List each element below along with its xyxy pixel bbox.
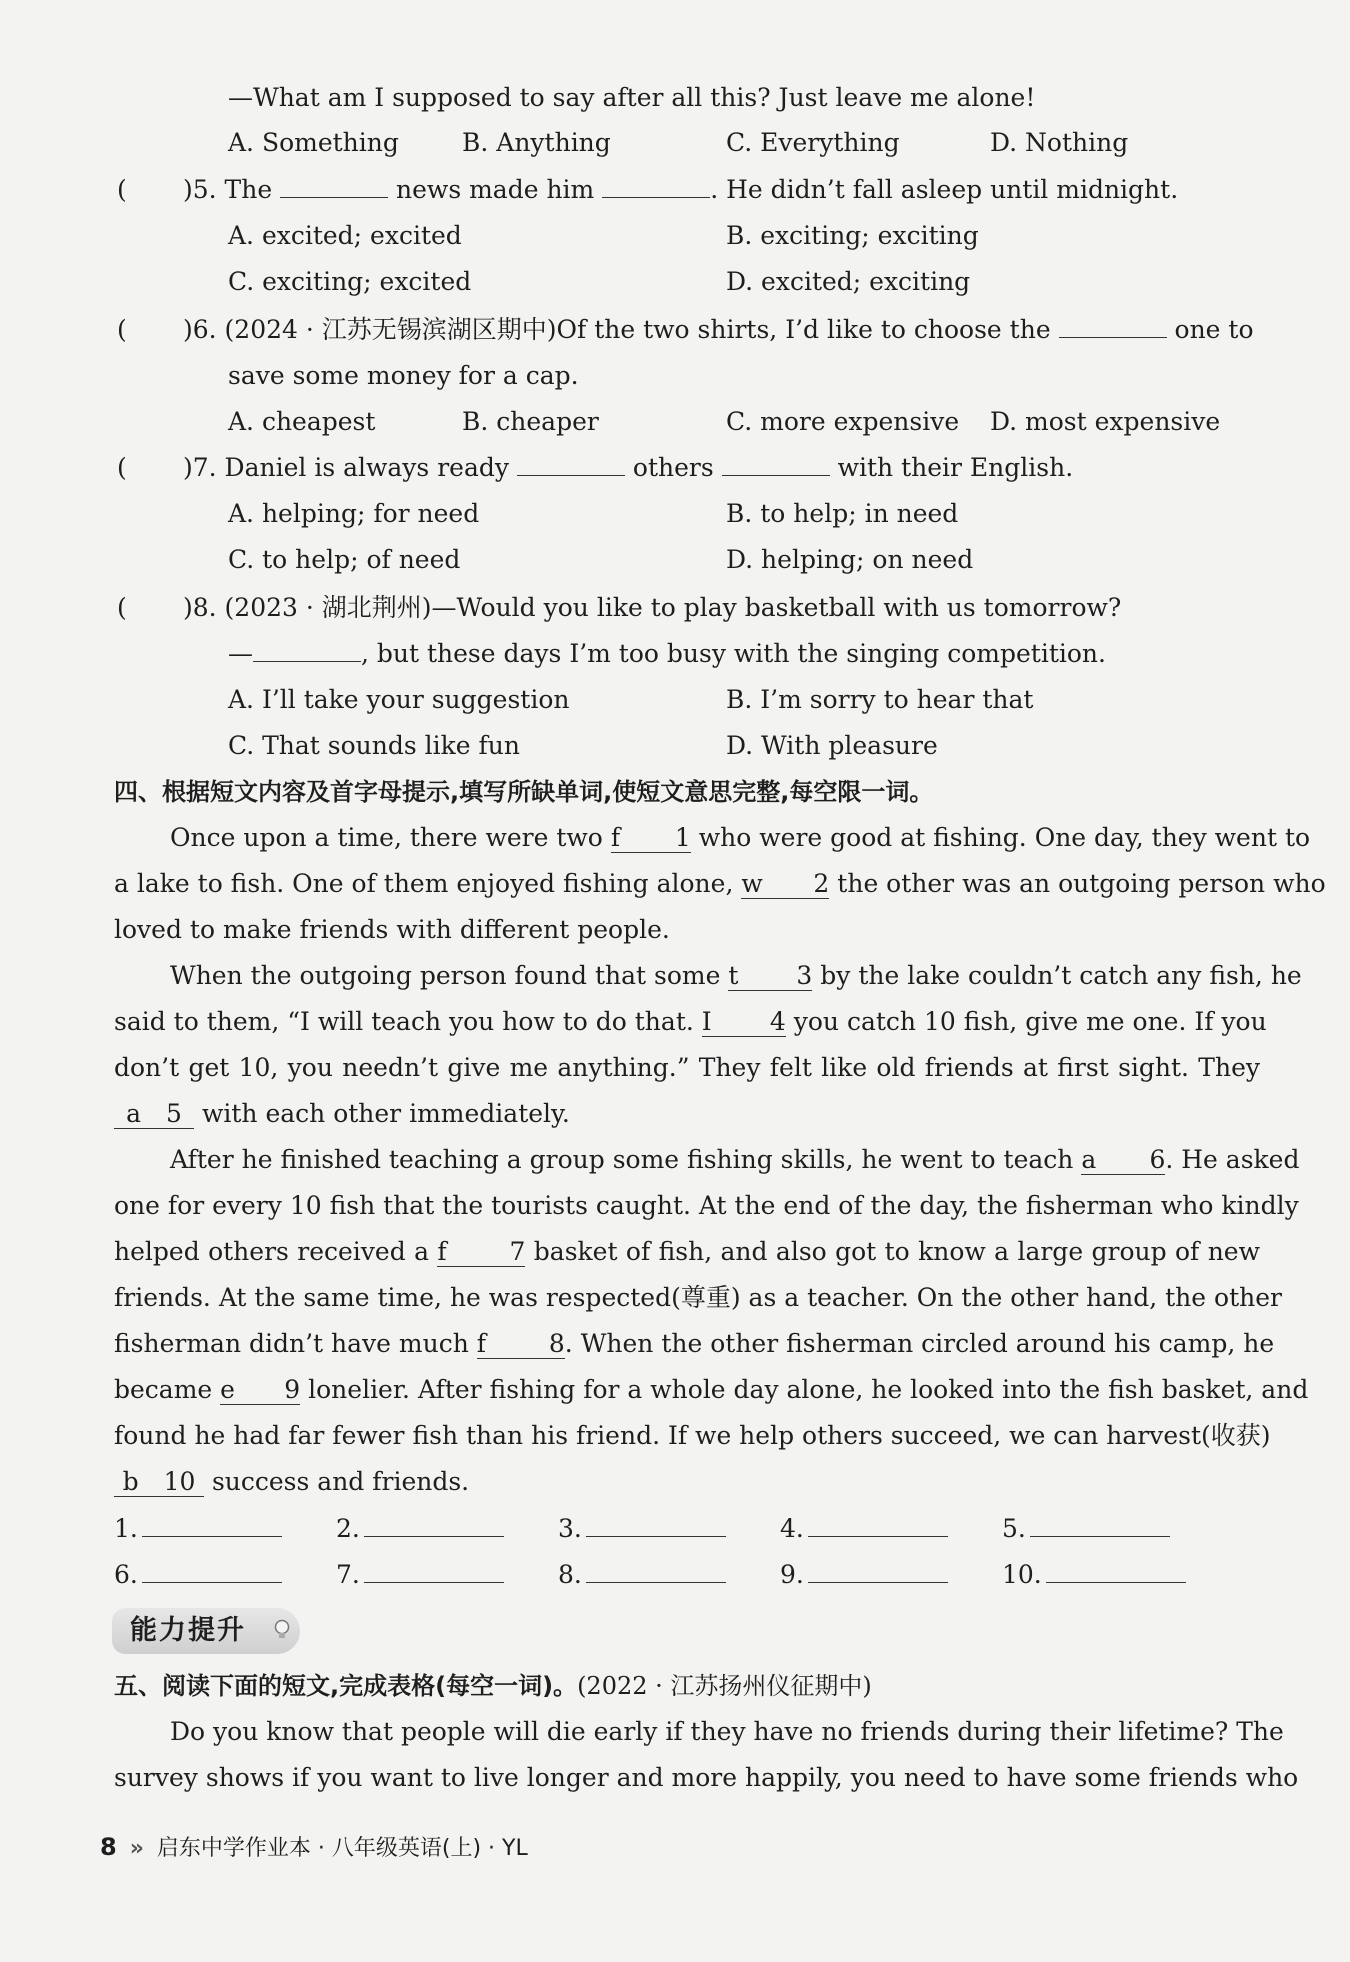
answer-item-1[interactable] [114, 1512, 282, 1545]
page-number: 8 [100, 1833, 117, 1861]
answer-line[interactable] [586, 1512, 726, 1537]
answer-number: 2. [336, 1514, 360, 1543]
q7-option-a: A. helping; for need [228, 499, 480, 528]
answer-line[interactable] [142, 1512, 282, 1537]
passage-text: success and friends. [211, 1467, 470, 1496]
answer-blank-5: a 5 [114, 1100, 194, 1129]
passage-text: After he finished teaching a group some fishing skills, he went to teach [170, 1145, 1074, 1174]
passage-text: basket of fish, and also got to know a large group of new [533, 1237, 1260, 1266]
answer-item-4[interactable] [780, 1512, 948, 1545]
answer-line[interactable] [808, 1558, 948, 1583]
section-5-title: 五、阅读下面的短文,完成表格(每空一词)。 [114, 1672, 578, 1700]
passage-line [114, 868, 1326, 900]
answer-item-2[interactable] [336, 1512, 504, 1545]
q7-pre: )7. Daniel is always ready [183, 453, 509, 482]
section-5-heading [114, 1670, 872, 1702]
passage-text: you catch 10 fish, give me one. If you [793, 1007, 1267, 1036]
page-footer [100, 1832, 528, 1864]
q6-option-d: D. most expensive [990, 407, 1221, 436]
passage-line [170, 960, 1302, 992]
passage-line [170, 1144, 1300, 1176]
q6-blank [1059, 315, 1167, 338]
answer-blank-9: e 9 [220, 1375, 301, 1404]
q5-option-a: A. excited; excited [228, 221, 462, 250]
q8-reply-text: , but these days I’m too busy with the singing competition. [361, 639, 1106, 668]
answer-blank-3: t 3 [728, 961, 813, 990]
passage-line: loved to make friends with different people. [114, 915, 670, 944]
q8-blank [253, 639, 361, 662]
answer-item-6[interactable] [114, 1558, 282, 1591]
answer-line[interactable] [364, 1512, 504, 1537]
q8-option-a: A. I’ll take your suggestion [228, 685, 570, 714]
q8-dash: — [228, 639, 253, 668]
passage-line [170, 822, 1311, 854]
q7-option-b: B. to help; in need [726, 499, 959, 528]
answer-blank-10: b 10 [114, 1468, 204, 1497]
q8-option-c: C. That sounds like fun [228, 731, 521, 760]
q4-option-b: B. Anything [462, 128, 611, 157]
q7-mid: others [632, 453, 714, 482]
answer-item-5[interactable] [1002, 1512, 1170, 1545]
passage-line [114, 1374, 1309, 1406]
passage-line: one for every 10 fish that the tourists caught. At the end of the day, the fisherman who kindly [114, 1191, 1299, 1220]
answer-blank-2: w 2 [741, 869, 830, 898]
q4-option-a: A. Something [228, 128, 399, 157]
q6-option-b: B. cheaper [462, 407, 599, 436]
q6-option-c: C. more expensive [726, 407, 960, 436]
answer-number: 3. [558, 1514, 582, 1543]
answer-blank-6: a 6 [1081, 1145, 1166, 1174]
q7-paren: ( [117, 453, 127, 482]
passage-text: who were good at fishing. One day, they went to [698, 823, 1311, 852]
answer-number: 4. [780, 1514, 804, 1543]
q8-reply [228, 638, 1106, 670]
book-title: 启东中学作业本 · 八年级英语(上) · YL [156, 1836, 528, 1861]
q4-option-d: D. Nothing [990, 128, 1129, 157]
answer-number: 10. [1002, 1560, 1042, 1589]
passage-text: Once upon a time, there were two [170, 823, 603, 852]
passage-text: with each other immediately. [201, 1099, 570, 1128]
q7-blank-1 [517, 453, 625, 476]
chevron-right-icon: » [129, 1836, 144, 1861]
q8-option-d: D. With pleasure [726, 731, 938, 760]
q5-paren: ( [117, 175, 127, 204]
answer-number: 7. [336, 1560, 360, 1589]
answer-line[interactable] [364, 1558, 504, 1583]
q8-stem: )8. (2023 · 湖北荆州)—Would you like to play basketball with us tomorrow? [183, 593, 1122, 622]
q6-post: one to [1174, 315, 1254, 344]
section-4-heading: 四、根据短文内容及首字母提示,填写所缺单词,使短文意思完整,每空限一词。 [114, 778, 934, 806]
passage-line: survey shows if you want to live longer and more happily, you need to have some friends who [114, 1763, 1299, 1792]
ability-badge [112, 1608, 300, 1654]
q4-option-c: C. Everything [726, 128, 900, 157]
answer-item-3[interactable] [558, 1512, 726, 1545]
q6-stem-cont: save some money for a cap. [228, 361, 579, 390]
passage-text: became [114, 1375, 213, 1404]
passage-line: don’t get 10, you needn’t give me anything.” They felt like old friends at first sight. They [114, 1053, 1260, 1082]
q5-post: . He didn’t fall asleep until midnight. [710, 175, 1179, 204]
passage-line [114, 1466, 469, 1498]
passage-text: the other was an outgoing person who [837, 869, 1326, 898]
answer-line[interactable] [142, 1558, 282, 1583]
passage-text: fisherman didn’t have much [114, 1329, 469, 1358]
answer-item-7[interactable] [336, 1558, 504, 1591]
passage-text: lonelier. After fishing for a whole day alone, he looked into the fish basket, and [308, 1375, 1309, 1404]
q7-stem [183, 452, 1073, 484]
q6-paren: ( [117, 315, 127, 344]
answer-line[interactable] [1046, 1558, 1186, 1583]
q5-blank-2 [602, 175, 710, 198]
answer-item-9[interactable] [780, 1558, 948, 1591]
passage-text: When the outgoing person found that some [170, 961, 721, 990]
answer-blank-8: f 8 [476, 1329, 565, 1358]
lightbulb-icon [272, 1618, 292, 1642]
answer-number: 1. [114, 1514, 138, 1543]
answer-line[interactable] [586, 1558, 726, 1583]
passage-text: . He asked [1165, 1145, 1300, 1174]
passage-text: . When the other fisherman circled around his camp, he [564, 1329, 1275, 1358]
passage-line: friends. At the same time, he was respected(尊重) as a teacher. On the other hand, the other [114, 1283, 1282, 1312]
badge-label: 能力提升 [130, 1615, 246, 1646]
answer-blank-7: f 7 [437, 1237, 526, 1266]
q4-reply: —What am I supposed to say after all this? Just leave me alone! [228, 83, 1036, 112]
answer-number: 5. [1002, 1514, 1026, 1543]
q5-blank-1 [280, 175, 388, 198]
q6-stem [183, 314, 1254, 346]
answer-blank-4: I 4 [701, 1007, 786, 1036]
q7-blank-2 [722, 453, 830, 476]
q7-option-d: D. helping; on need [726, 545, 974, 574]
q5-option-b: B. exciting; exciting [726, 221, 979, 250]
q8-option-b: B. I’m sorry to hear that [726, 685, 1034, 714]
q5-pre: )5. The [183, 175, 273, 204]
q5-option-d: D. excited; exciting [726, 267, 971, 296]
q5-option-c: C. exciting; excited [228, 267, 472, 296]
q7-post: with their English. [837, 453, 1074, 482]
answer-line[interactable] [808, 1512, 948, 1537]
answer-blank-1: f 1 [610, 823, 691, 852]
passage-text: a lake to fish. One of them enjoyed fishing alone, [114, 869, 734, 898]
answer-number: 9. [780, 1560, 804, 1589]
passage-line [114, 1328, 1275, 1360]
passage-text: by the lake couldn’t catch any fish, he [820, 961, 1302, 990]
passage-text: said to them, “I will teach you how to do that. [114, 1007, 694, 1036]
passage-line: found he had far fewer fish than his friend. If we help others succeed, we can harvest(收获) [114, 1421, 1271, 1450]
passage-line [114, 1098, 570, 1130]
q8-paren: ( [117, 593, 127, 622]
q6-option-a: A. cheapest [228, 407, 376, 436]
q5-stem [183, 174, 1178, 206]
q7-option-c: C. to help; of need [228, 545, 461, 574]
passage-line [114, 1236, 1260, 1268]
answer-number: 6. [114, 1560, 138, 1589]
passage-line [114, 1006, 1267, 1038]
q6-pre: )6. (2024 · 江苏无锡滨湖区期中)Of the two shirts, I’d like to choose the [183, 315, 1051, 344]
answer-item-10[interactable] [1002, 1558, 1186, 1591]
passage-text: helped others received a [114, 1237, 429, 1266]
section-5-source: (2022 · 江苏扬州仪征期中) [577, 1672, 872, 1700]
answer-number: 8. [558, 1560, 582, 1589]
answer-line[interactable] [1030, 1512, 1170, 1537]
q5-mid: news made him [396, 175, 595, 204]
answer-item-8[interactable] [558, 1558, 726, 1591]
passage-line: Do you know that people will die early if they have no friends during their lifetime? The [170, 1717, 1284, 1746]
